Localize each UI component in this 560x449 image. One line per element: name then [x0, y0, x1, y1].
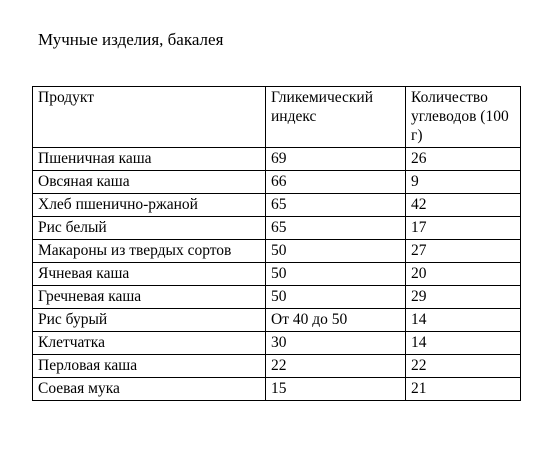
cell-carbohydrates: 42 — [406, 194, 521, 217]
cell-glycemic-index: 22 — [266, 355, 406, 378]
cell-carbohydrates: 22 — [406, 355, 521, 378]
page-title: Мучные изделия, бакалея — [38, 30, 224, 49]
table-row — [33, 217, 521, 240]
cell-product: Клетчатка — [33, 332, 266, 355]
table-row — [33, 148, 521, 171]
cell-product: Ячневая каша — [33, 263, 266, 286]
table-row — [33, 309, 521, 332]
header-carbohydrates: Количество углеводов (100 г) — [406, 87, 521, 148]
cell-glycemic-index: 50 — [266, 263, 406, 286]
cell-carbohydrates: 21 — [406, 378, 521, 401]
cell-carbohydrates: 17 — [406, 217, 521, 240]
table-row — [33, 240, 521, 263]
cell-glycemic-index: 69 — [266, 148, 406, 171]
cell-carbohydrates: 27 — [406, 240, 521, 263]
cell-carbohydrates: 14 — [406, 332, 521, 355]
cell-glycemic-index: От 40 до 50 — [266, 309, 406, 332]
header-glycemic-index: Гликемический индекс — [266, 87, 406, 148]
cell-carbohydrates: 14 — [406, 309, 521, 332]
cell-product: Соевая мука — [33, 378, 266, 401]
table-row — [33, 171, 521, 194]
header-product: Продукт — [33, 87, 266, 148]
table-row — [33, 286, 521, 309]
cell-glycemic-index: 15 — [266, 378, 406, 401]
cell-glycemic-index: 30 — [266, 332, 406, 355]
cell-carbohydrates: 26 — [406, 148, 521, 171]
cell-glycemic-index: 65 — [266, 194, 406, 217]
cell-glycemic-index: 50 — [266, 240, 406, 263]
cell-product: Рис бурый — [33, 309, 266, 332]
cell-product: Пшеничная каша — [33, 148, 266, 171]
cell-product: Перловая каша — [33, 355, 266, 378]
cell-carbohydrates: 29 — [406, 286, 521, 309]
cell-product: Макароны из твердых сортов — [33, 240, 266, 263]
cell-glycemic-index: 50 — [266, 286, 406, 309]
cell-glycemic-index: 65 — [266, 217, 406, 240]
table-row — [33, 378, 521, 401]
cell-carbohydrates: 20 — [406, 263, 521, 286]
table-row — [33, 194, 521, 217]
cell-product: Рис белый — [33, 217, 266, 240]
glycemic-index-table — [32, 86, 521, 401]
cell-product: Овсяная каша — [33, 171, 266, 194]
table-row — [33, 263, 521, 286]
table-header-row — [33, 87, 521, 148]
cell-glycemic-index: 66 — [266, 171, 406, 194]
cell-product: Хлеб пшенично-ржаной — [33, 194, 266, 217]
cell-carbohydrates: 9 — [406, 171, 521, 194]
table-row — [33, 332, 521, 355]
cell-product: Гречневая каша — [33, 286, 266, 309]
table-row — [33, 355, 521, 378]
